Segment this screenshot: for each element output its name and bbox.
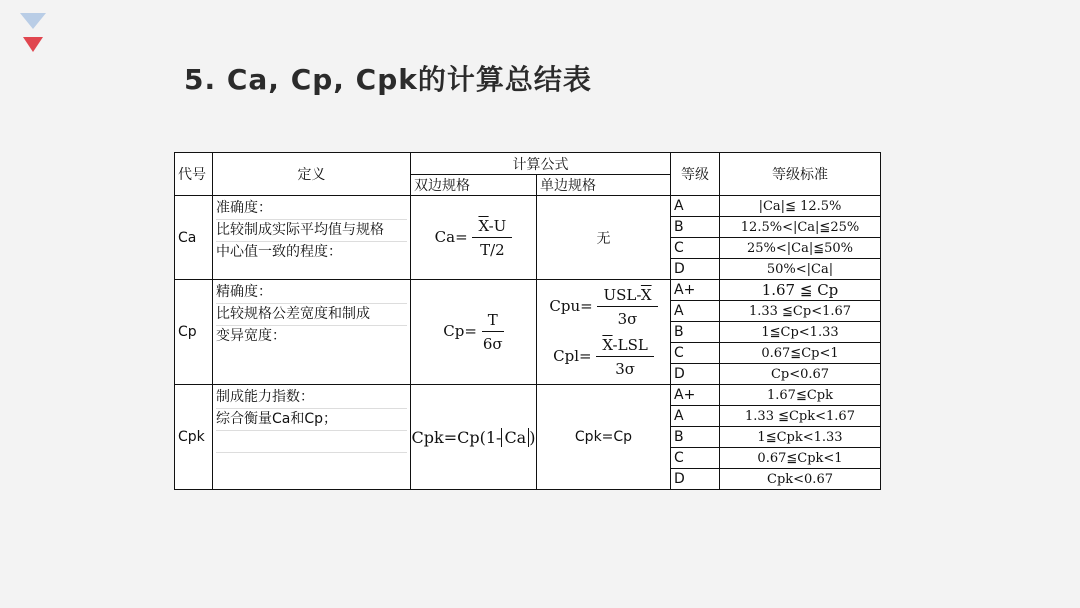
standard-cell: 1≦Cp<1.33 [720,322,881,343]
grade-cell: A [671,196,720,217]
x-bar: $\overline{X}$ [478,216,489,235]
definition-line: 制成能力指数： [216,387,407,409]
formula-prefix: Cpu= [549,297,593,315]
formula-text: ) [529,427,536,447]
formula-denominator: 3σ [615,360,635,378]
grade-cell: C [671,343,720,364]
definition-line [216,431,407,453]
definition-line: 比较制成实际平均值与规格 [216,220,407,242]
standard-cell: 25%<|Ca|≦50% [720,238,881,259]
x-bar: $\overline{X}$ [602,336,613,354]
formula-denominator: 6σ [482,335,503,353]
formula-cpk-bilateral [411,385,537,490]
definition-line: 中心值一致的程度： [216,244,342,260]
grade-cell: D [671,364,720,385]
grade-cell: C [671,448,720,469]
summary-table [174,152,881,490]
definition-line: 准确度： [216,198,407,220]
formula-denominator: T/2 [480,240,505,259]
grade-cell: D [671,469,720,490]
x-bar: $\overline{X}$ [640,286,652,304]
grade-cell: D [671,259,720,280]
standard-cell: |Ca|≦ 12.5% [720,196,881,217]
grade-cell: B [671,217,720,238]
code-cpk: Cpk [175,385,213,490]
standard-cell: 1.33 ≦Cpk<1.67 [720,406,881,427]
formula-ca-unilateral: 无 [537,196,671,280]
definition-line: 综合衡量Ca和Cp； [216,409,407,431]
formula-text: Cpk=Cp(1- [411,427,502,447]
header-code: 代号 [175,153,213,196]
grade-cell: A+ [671,280,720,301]
grade-cell: C [671,238,720,259]
grade-cell: A+ [671,385,720,406]
standard-cell: 1.67≦Cpk [720,385,881,406]
formula-prefix: Cp= [443,322,477,340]
fraction [596,336,653,378]
code-ca: Ca [175,196,213,280]
brand-logo-icon [20,13,46,53]
header-unilateral: 单边规格 [537,175,671,196]
fraction [472,217,512,259]
standard-cell: 1≦Cpk<1.33 [720,427,881,448]
formula-ca-bilateral [411,196,537,280]
formula-cp-unilateral [537,280,671,385]
header-formula: 计算公式 [411,153,671,175]
definition-cpk [213,385,411,490]
header-grade: 等级 [671,153,720,196]
formula-cpk-unilateral: Cpk=Cp [537,385,671,490]
standard-cell: 50%<|Ca| [720,259,881,280]
formula-denominator: 3σ [617,310,638,328]
definition-cp [213,280,411,385]
formula-numerator: USL- [603,286,641,304]
standard-cell: 0.67≦Cp<1 [720,343,881,364]
definition-ca [213,196,411,280]
formula-prefix: Ca= [434,227,468,246]
header-definition: 定义 [213,153,411,196]
definition-line: 精确度： [216,282,407,304]
standard-cell: 1.33 ≦Cp<1.67 [720,301,881,322]
definition-line: 比较规格公差宽度和制成 [216,304,407,326]
grade-cell: B [671,427,720,448]
header-bilateral: 双边规格 [411,175,537,196]
fraction [597,286,657,328]
standard-cell: 1.67 ≦ Cp [720,280,881,301]
formula-prefix: Cpl= [553,347,592,365]
grade-cell: A [671,301,720,322]
formula-numerator: T [482,311,504,332]
standard-cell: Cp<0.67 [720,364,881,385]
formula-numerator: -LSL [612,336,648,354]
abs-ca: Ca [501,428,529,447]
definition-line: 变异宽度： [216,328,286,344]
formula-cp-bilateral [411,280,537,385]
standard-cell: 0.67≦Cpk<1 [720,448,881,469]
formula-numerator: -U [488,216,507,235]
standard-cell: Cpk<0.67 [720,469,881,490]
grade-cell: B [671,322,720,343]
page-title: 5. Ca, Cp, Cpk的计算总结表 [184,63,592,96]
grade-cell: A [671,406,720,427]
code-cp: Cp [175,280,213,385]
definition-line [216,453,407,474]
header-standard: 等级标准 [720,153,881,196]
standard-cell: 12.5%<|Ca|≦25% [720,217,881,238]
fraction [482,311,504,353]
